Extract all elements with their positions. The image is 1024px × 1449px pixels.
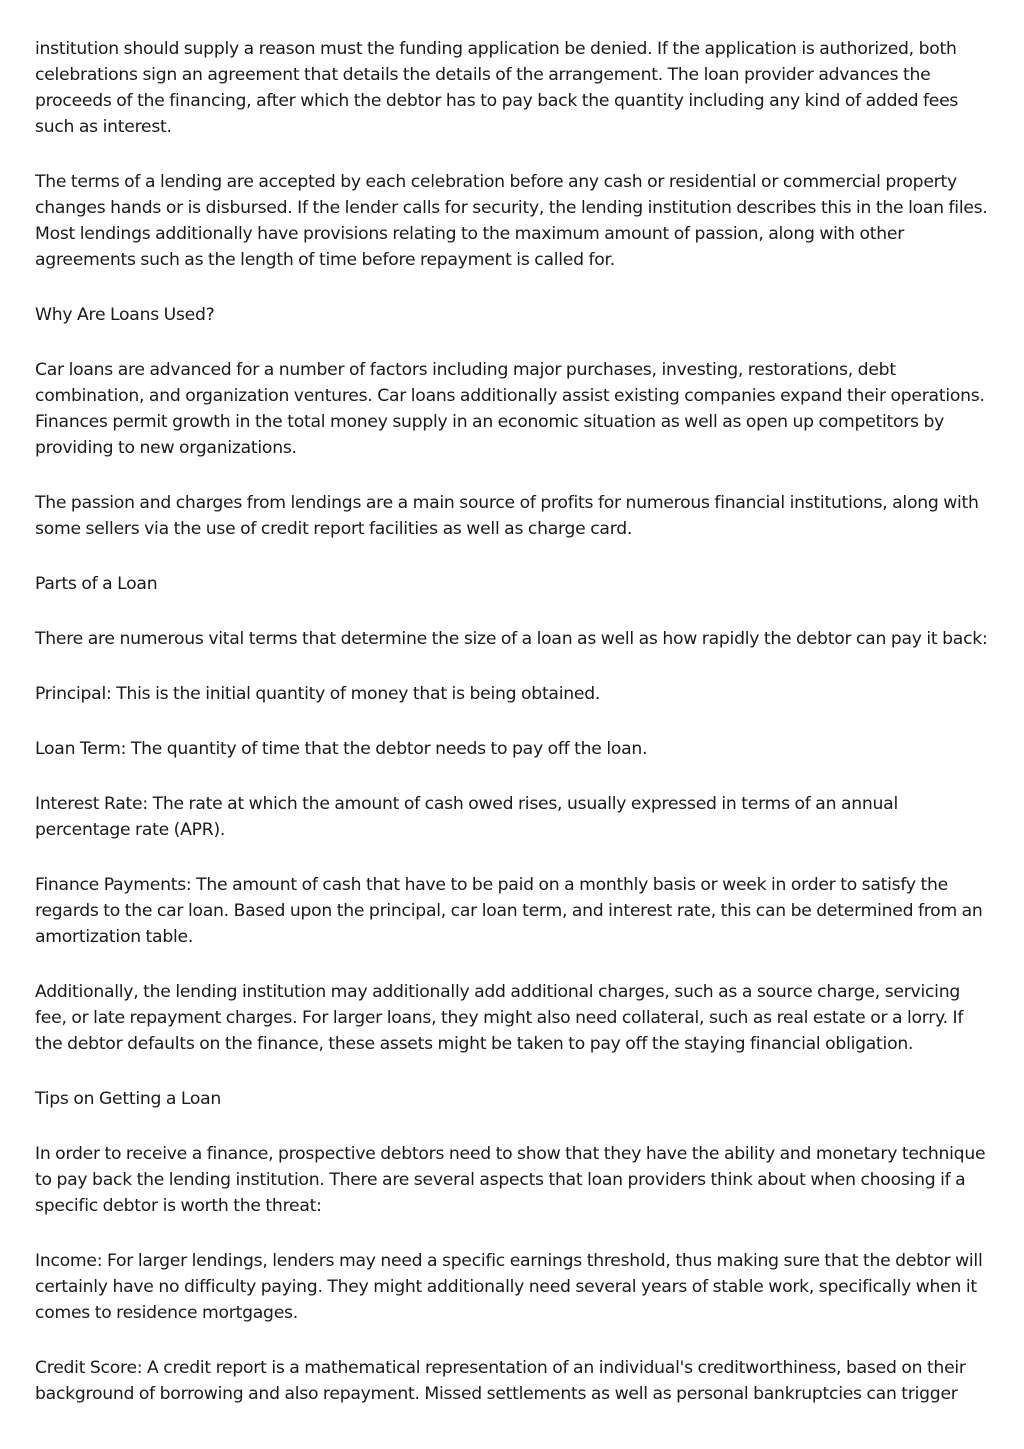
- heading-parts-of-loan: Parts of a Loan: [35, 574, 158, 594]
- paragraph-principal: Principal: This is the initial quantity of money that is being obtained.: [35, 684, 601, 704]
- paragraph-loan-term: Loan Term: The quantity of time that the debtor needs to pay off the loan.: [35, 739, 648, 759]
- paragraph-finance-payments: Finance Payments: The amount of cash that have to be paid on a monthly basis or week in order to satisfy the regards to the car loan. Based upon the principal, car loan term, and interest rate, this can be determined from an amortization table.: [35, 875, 983, 947]
- paragraph-loan-purposes: Car loans are advanced for a number of factors including major purchases, investing, restorations, debt combination, and organization ventures. Car loans additionally assist existing companies expand their operations. Finances permit growth in the total money supply in an economic situation as well as open up competitors by providing to new organizations.: [35, 360, 985, 458]
- paragraph-credit-score: Credit Score: A credit report is a mathematical representation of an individual's creditworthiness, based on their background of borrowing and also repayment. Missed settlements as well as personal bankruptcies can trigger: [35, 1358, 966, 1404]
- heading-tips-getting-loan: Tips on Getting a Loan: [35, 1089, 222, 1109]
- paragraph-loan-terms: The terms of a lending are accepted by each celebration before any cash or residential or commercial property changes hands or is disbursed. If the lender calls for security, the lending institution describes this in the loan files. Most lendings additionally have provisions relating to the maximum amount of passion, along with other agreements such as the length of time before repayment is called for.: [35, 172, 988, 270]
- paragraph-vital-terms: There are numerous vital terms that determine the size of a loan as well as how rapidly the debtor can pay it back:: [35, 629, 988, 649]
- heading-why-loans-used: Why Are Loans Used?: [35, 305, 215, 325]
- paragraph-additional-charges: Additionally, the lending institution may additionally add additional charges, such as a source charge, servicing fee, or late repayment charges. For larger loans, they might also need collateral, such as real estate or a lorry. If the debtor defaults on the finance, these assets might be taken to pay off the staying financial obligation.: [35, 982, 964, 1054]
- paragraph-receive-finance: In order to receive a finance, prospective debtors need to show that they have the ability and monetary technique to pay back the lending institution. There are several aspects that loan providers think about when choosing if a specific debtor is worth the threat:: [35, 1144, 986, 1216]
- paragraph-income: Income: For larger lendings, lenders may need a specific earnings threshold, thus making sure that the debtor will certainly have no difficulty paying. They might additionally need several years of stable work, specifically when it comes to residence mortgages.: [35, 1251, 983, 1323]
- paragraph-interest-rate: Interest Rate: The rate at which the amount of cash owed rises, usually expressed in terms of an annual percentage rate (APR).: [35, 794, 898, 840]
- paragraph-loan-profits: The passion and charges from lendings are a main source of profits for numerous financial institutions, along with some sellers via the use of credit report facilities as well as charge card.: [35, 493, 979, 539]
- paragraph-loan-application: institution should supply a reason must the funding application be denied. If the application is authorized, both celebrations sign an agreement that details the details of the arrangement. The loan provider advances the proceeds of the financing, after which the debtor has to pay back the quantity including any kind of added fees such as interest.: [35, 39, 959, 137]
- document-body: [35, 36, 995, 1407]
